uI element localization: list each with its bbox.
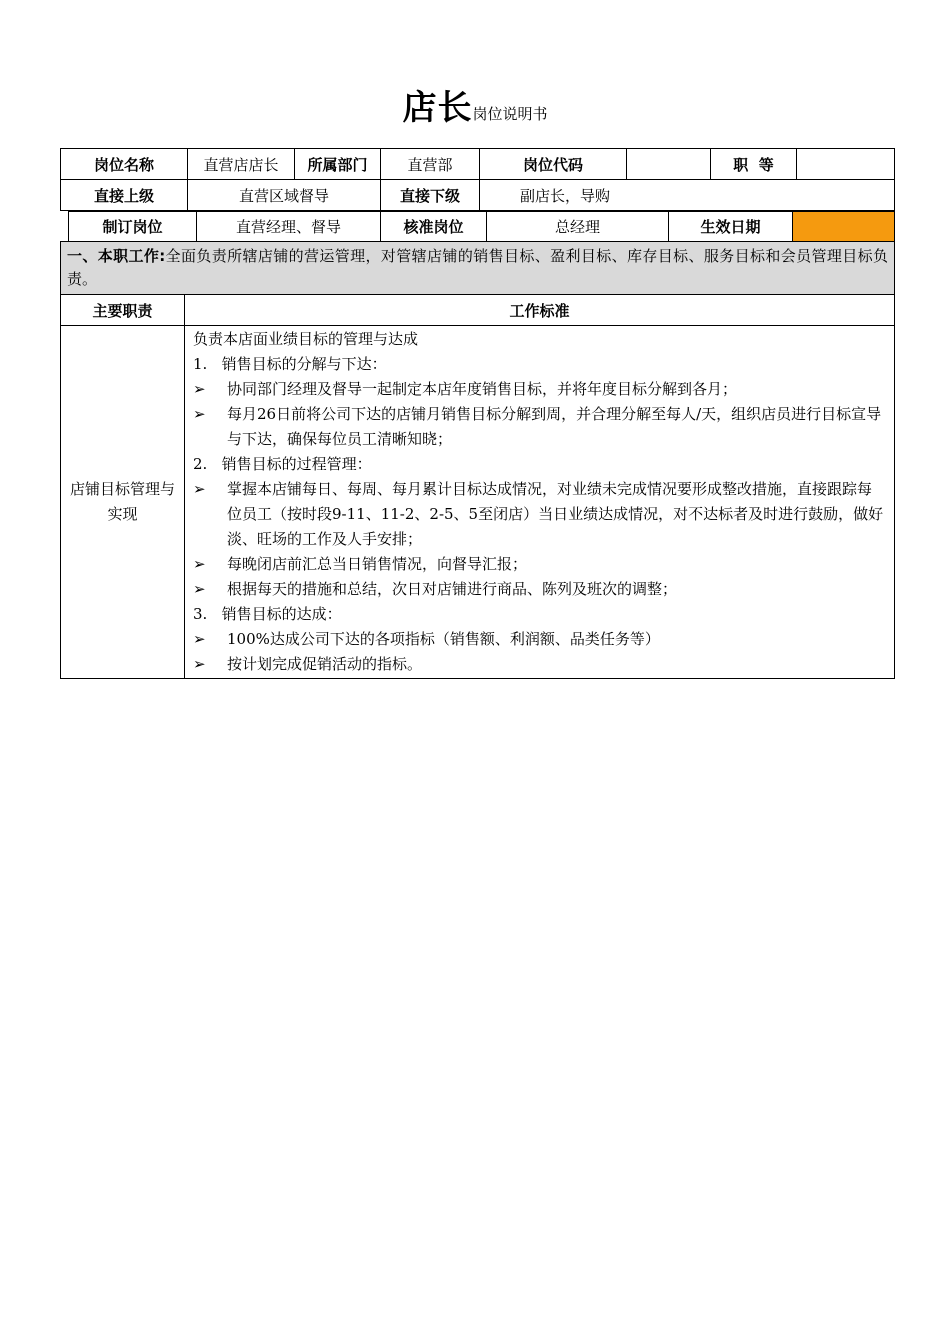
info-table-row3	[68, 211, 895, 242]
grade-label: 职 等	[711, 149, 797, 180]
work-standard-list	[185, 326, 895, 679]
arrow-bullet-icon: ➢	[193, 480, 206, 498]
drafting-position-value: 直营经理、督导	[197, 212, 381, 242]
work-standard-header: 工作标准	[185, 295, 895, 326]
grade-value	[797, 149, 895, 180]
job-summary-text: 全面负责所辖店铺的营运管理，对管辖店铺的销售目标、盈利目标、库存目标、服务目标和会员管理目标负责。	[67, 247, 889, 288]
bullet-text: 每晚闭店前汇总当日销售情况，向督导汇报；	[227, 555, 528, 573]
duty-row	[61, 326, 895, 679]
duties-header-row	[61, 295, 895, 326]
standard-bullet	[193, 652, 886, 677]
info-row-2	[61, 180, 895, 211]
direct-subordinate-label: 直接下级	[381, 180, 480, 211]
approving-position-label: 核准岗位	[381, 212, 487, 242]
position-name-value: 直营店店长	[188, 149, 295, 180]
effective-date-value	[793, 212, 895, 242]
department-label: 所属部门	[295, 149, 381, 180]
duties-table	[60, 241, 895, 679]
info-row-1	[61, 149, 895, 180]
direct-subordinate-value: 副店长，导购	[480, 180, 895, 211]
bullet-text: 100%达成公司下达的各项指标（销售额、利润额、品类任务等）	[227, 630, 660, 648]
bullet-text: 每月26日前将公司下达的店铺月销售目标分解到周，并合理分解至每人/天，组织店员进行目标宣导与下达，确保每位员工清晰知晓；	[227, 405, 882, 448]
position-code-value	[627, 149, 711, 180]
title-main: 店长	[402, 88, 473, 128]
standard-bullet	[193, 477, 886, 552]
standard-bullet	[193, 377, 886, 402]
job-summary	[61, 242, 895, 295]
bullet-text: 根据每天的措施和总结，次日对店铺进行商品、陈列及班次的调整；	[227, 580, 678, 598]
position-code-label: 岗位代码	[480, 149, 627, 180]
approving-position-value: 总经理	[487, 212, 669, 242]
bullet-text: 掌握本店铺每日、每周、每月累计目标达成情况，对业绩未完成情况要形成整改措施，直接跟踪每位员工（按时段9-11、11-2、2-5、5至闭店）当日业绩达成情况，对不达标者及时进行鼓励，做好淡、旺场的工作及人手安排；	[227, 480, 884, 548]
drafting-position-label: 制订岗位	[69, 212, 197, 242]
document-title	[0, 80, 950, 129]
info-row-3	[69, 212, 895, 242]
arrow-bullet-icon: ➢	[193, 555, 206, 573]
department-value: 直营部	[381, 149, 480, 180]
standard-bullet	[193, 552, 886, 577]
standard-line: 负责本店面业绩目标的管理与达成	[193, 330, 419, 348]
arrow-bullet-icon: ➢	[193, 580, 206, 598]
standard-heading: 3. 销售目标的达成：	[193, 605, 342, 623]
standard-bullet	[193, 627, 886, 652]
arrow-bullet-icon: ➢	[193, 405, 206, 423]
direct-superior-value: 直营区域督导	[188, 180, 381, 211]
arrow-bullet-icon: ➢	[193, 630, 206, 648]
title-sub: 岗位说明书	[472, 105, 548, 123]
info-table-row1-2	[60, 148, 895, 211]
arrow-bullet-icon: ➢	[193, 655, 206, 673]
bullet-text: 按计划完成促销活动的指标。	[227, 655, 423, 673]
bullet-text: 协同部门经理及督导一起制定本店年度销售目标，并将年度目标分解到各月；	[227, 380, 738, 398]
standard-bullet	[193, 577, 886, 602]
summary-row	[61, 242, 895, 295]
standard-heading: 2. 销售目标的过程管理：	[193, 455, 372, 473]
job-summary-label: 一、本职工作:	[67, 247, 166, 265]
effective-date-label: 生效日期	[669, 212, 793, 242]
direct-superior-label: 直接上级	[61, 180, 188, 211]
duty-name: 店铺目标管理与实现	[61, 326, 185, 679]
main-duty-header: 主要职责	[61, 295, 185, 326]
position-name-label: 岗位名称	[61, 149, 188, 180]
arrow-bullet-icon: ➢	[193, 380, 206, 398]
standard-heading: 1. 销售目标的分解与下达：	[193, 355, 387, 373]
standard-bullet	[193, 402, 886, 452]
